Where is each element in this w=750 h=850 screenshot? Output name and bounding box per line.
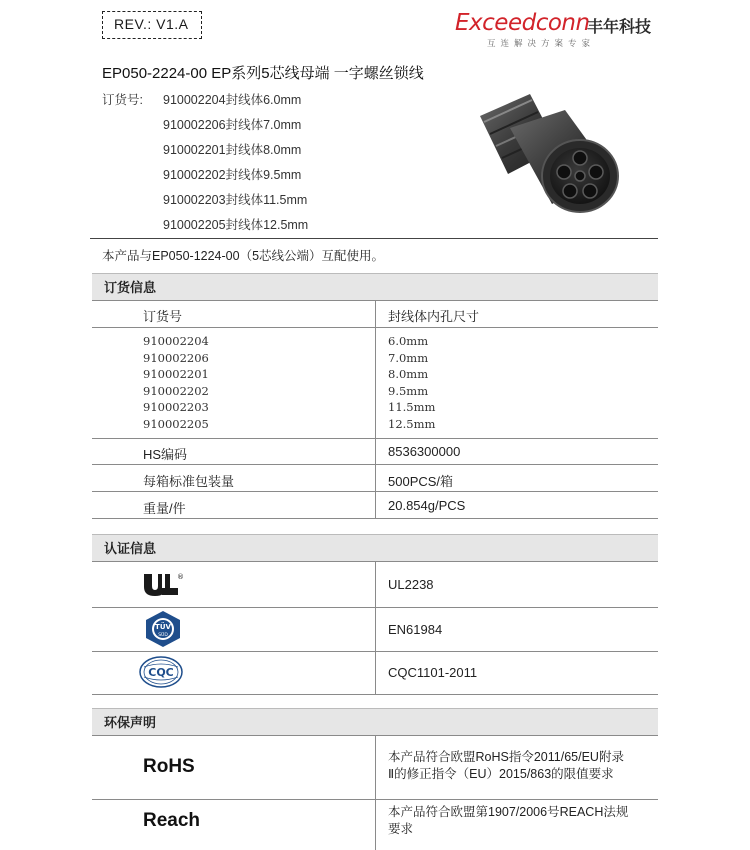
reach-title: Reach xyxy=(143,810,201,831)
table-divider xyxy=(375,300,376,518)
connector-product-image xyxy=(470,88,630,218)
revision-label: REV.: V1.A xyxy=(102,11,202,39)
mating-note: 本产品与EP050-1224-00（5芯线公端）互配使用。 xyxy=(102,249,385,263)
weight-label: 重量/件 xyxy=(143,501,186,516)
company-logo xyxy=(455,10,660,50)
ul-icon xyxy=(140,570,182,598)
reach-description-line: 要求 xyxy=(388,822,414,836)
column-header-order-number: 订货号 xyxy=(143,309,183,324)
order-code: 910002205 xyxy=(143,417,209,431)
svg-text:®: ® xyxy=(177,573,184,581)
tuv-standard: EN61984 xyxy=(388,622,443,637)
tuv-icon-subtext: SÜD xyxy=(158,633,168,638)
hs-code-label: HS编码 xyxy=(143,447,188,462)
order-code: 910002206 xyxy=(143,350,209,365)
hole-size: 11.5mm xyxy=(388,400,436,415)
table-divider xyxy=(375,735,376,850)
order-number-line: 910002202封线体9.5mm xyxy=(163,168,302,182)
hole-size: 12.5mm xyxy=(388,417,436,431)
rohs-description-line: 本产品符合欧盟RoHS指令2011/65/EU附录 xyxy=(388,750,624,764)
rohs-description-line: Ⅱ的修正指令（EU）2015/863的限值要求 xyxy=(388,767,614,781)
order-code: 910002204 xyxy=(143,334,209,348)
packaging-label: 每箱标准包装量 xyxy=(143,474,235,489)
cqc-standard: CQC1101-2011 xyxy=(388,665,478,680)
hole-size: 7.0mm xyxy=(388,350,429,365)
product-title: EP050-2224-00 EP系列5芯线母端 一字螺丝锁线 xyxy=(102,65,424,82)
order-number-line: 910002203封线体11.5mm xyxy=(163,193,308,207)
hole-size: 6.0mm xyxy=(388,334,429,348)
certification-header: 认证信息 xyxy=(92,534,658,561)
cqc-icon-text: CQC xyxy=(148,666,174,679)
order-number-line: 910002206封线体7.0mm xyxy=(163,118,302,132)
rohs-title: RoHS xyxy=(143,756,195,777)
order-code: 910002201 xyxy=(143,367,209,382)
order-number-line: 910002201封线体8.0mm xyxy=(163,143,302,157)
order-number-label: 订货号: xyxy=(102,93,143,107)
order-number-line: 910002205封线体12.5mm xyxy=(163,218,309,232)
table-divider xyxy=(375,561,376,694)
weight-value: 20.854g/PCS xyxy=(388,498,466,513)
logo-slogan: 互连解决方案专家 xyxy=(487,38,596,48)
order-number-line: 910002204封线体6.0mm xyxy=(163,93,302,107)
divider xyxy=(90,238,658,239)
column-header-hole-size: 封线体内孔尺寸 xyxy=(388,309,480,324)
ul-standard: UL2238 xyxy=(388,577,434,592)
table-line xyxy=(92,518,658,519)
tuv-icon xyxy=(143,610,183,648)
hole-size: 8.0mm xyxy=(388,367,429,382)
logo-text: Exceedconn xyxy=(455,10,590,36)
reach-description-line: 本产品符合欧盟第1907/2006号REACH法规 xyxy=(388,805,629,819)
packaging-value: 500PCS/箱 xyxy=(388,474,454,489)
environmental-header: 环保声明 xyxy=(92,708,658,735)
hole-size: 9.5mm xyxy=(388,383,429,398)
table-line xyxy=(92,694,658,695)
hs-code-value: 8536300000 xyxy=(388,444,461,459)
cqc-icon xyxy=(138,655,184,689)
order-code: 910002203 xyxy=(143,400,209,415)
logo-chinese: 丰年科技 xyxy=(587,19,652,36)
order-code: 910002202 xyxy=(143,383,209,398)
tuv-icon-text: TÜV xyxy=(155,623,171,631)
order-info-header: 订货信息 xyxy=(92,273,658,300)
